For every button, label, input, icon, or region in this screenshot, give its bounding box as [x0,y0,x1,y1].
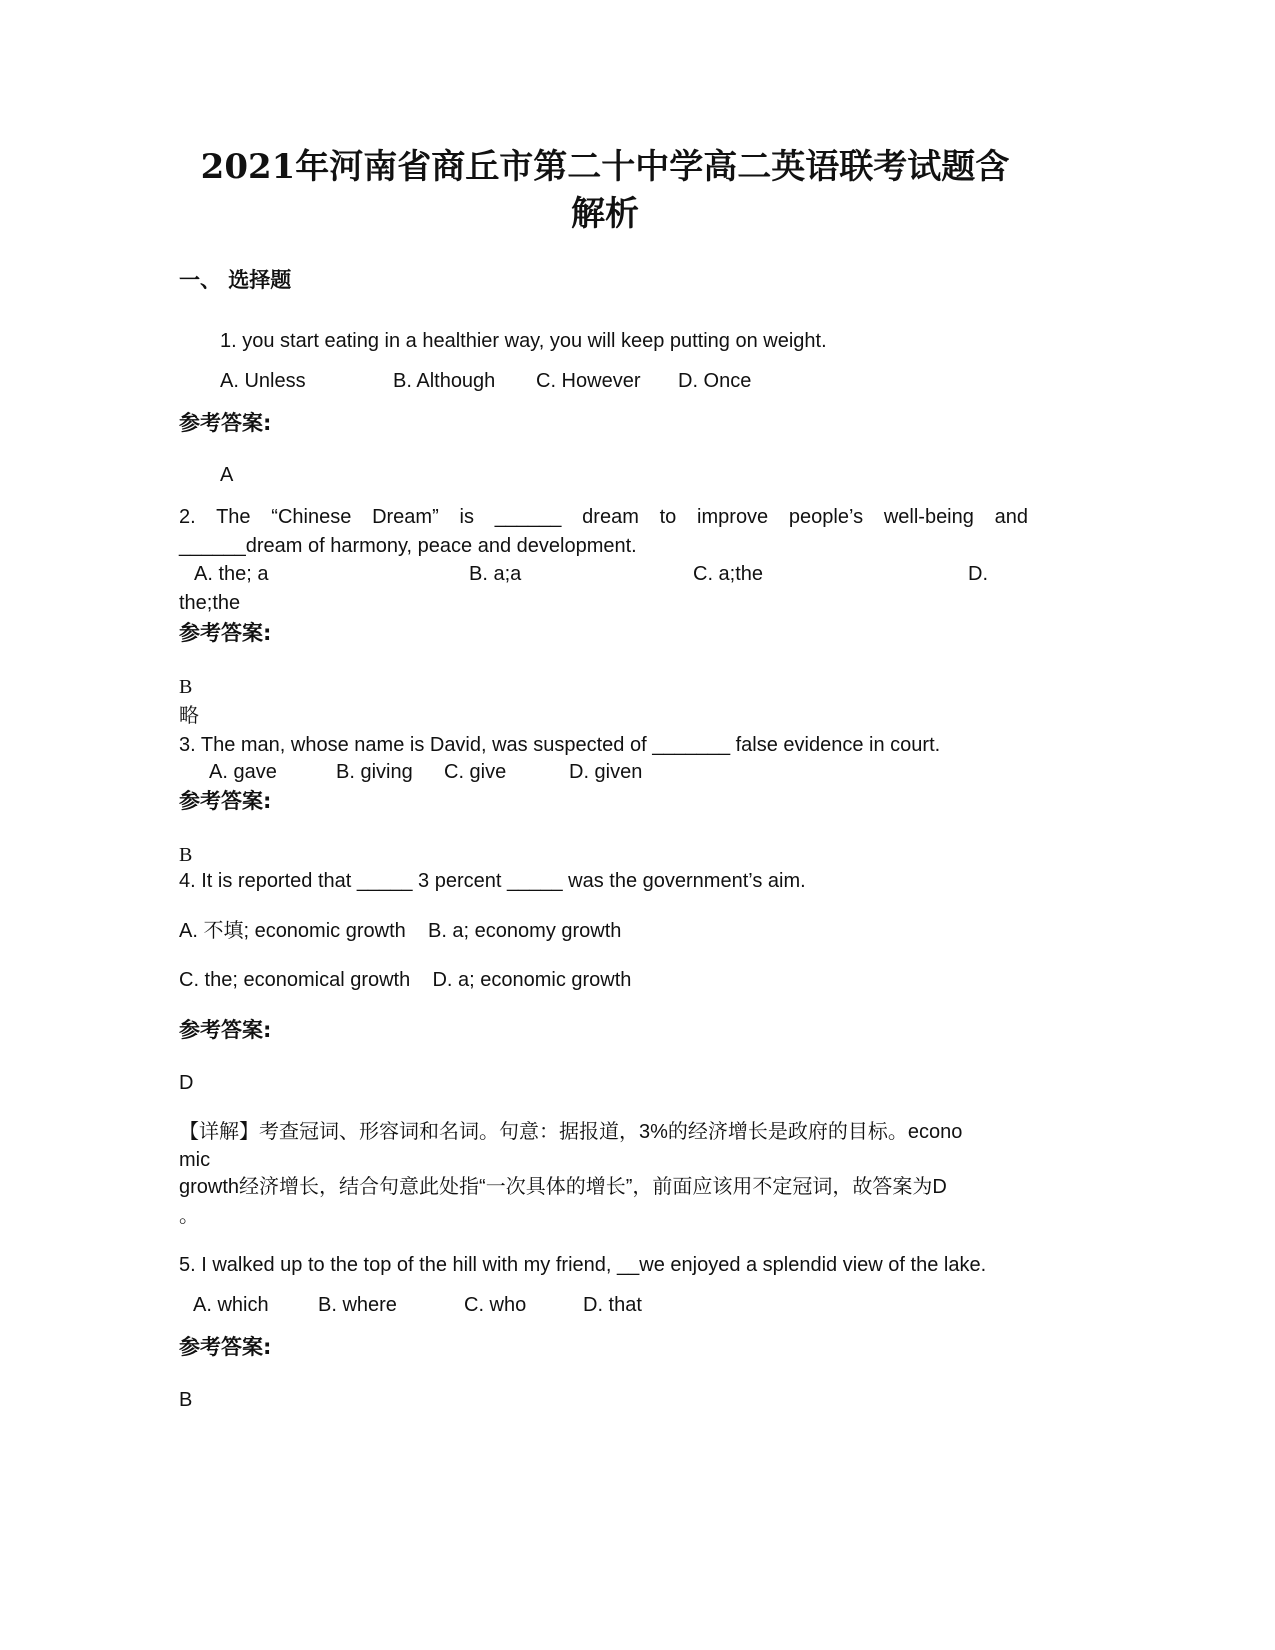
q1-option-b: B. Although [393,370,496,392]
answer-label: 参考答案: [179,1018,272,1042]
q3-option-d: D. given [569,761,643,783]
q2-option-c: C. a;the [693,563,764,585]
q2-answer: B [179,676,193,698]
q3-option-a: A. gave [209,761,277,783]
q4-explanation-line4: 。 [179,1205,199,1227]
q5-stem: 5. I walked up to the top of the hill with my friend, __we enjoyed a splendid view of the lake. [179,1254,987,1276]
answer-label: 参考答案: [179,1335,272,1359]
q2-stem-line1: 2. The “Chinese Dream” is ______ dream to improve people’s well-being and [179,506,1028,528]
q5-option-b: B. where [318,1294,397,1316]
q4-answer: D [179,1072,194,1094]
q4-explanation-line2: mic [179,1149,211,1171]
document-title: 2021年河南省商丘市第二十中学高二英语联考试题含 [200,147,1010,187]
q2-note: 略 [179,705,199,727]
q4-explanation-line3: growth经济增长，结合句意此处指“一次具体的增长”，前面应该用不定冠词，故答案为D [179,1176,947,1198]
section-heading: 一、 选择题 [179,268,292,292]
q1-option-c: C. However [536,370,641,392]
q2-option-b: B. a;a [469,563,522,585]
answer-label: 参考答案: [179,789,272,813]
q4-stem: 4. It is reported that _____ 3 percent _____ was the government’s aim. [179,870,806,892]
answer-label: 参考答案: [179,621,272,645]
q3-option-b: B. giving [336,761,413,783]
q4-explanation-line1: 【详解】考查冠词、形容词和名词。句意：据报道，3%的经济增长是政府的目标。econo [179,1121,963,1143]
q5-option-d: D. that [583,1294,642,1316]
q1-answer: A [220,464,234,486]
answer-label: 参考答案: [179,411,272,435]
q4-options-row1: A. 不填; economic growth B. a; economy growth [179,920,622,942]
q1-option-d: D. Once [678,370,752,392]
q5-answer: B [179,1389,193,1411]
q5-option-a: A. which [193,1294,269,1316]
document-title-line2: 解析 [571,194,639,234]
q2-option-a: A. the; a [194,563,269,585]
q3-stem: 3. The man, whose name is David, was suspected of _______ false evidence in court. [179,734,941,756]
q1-stem: 1. you start eating in a healthier way, you will keep putting on weight. [220,330,827,352]
q3-option-c: C. give [444,761,507,783]
q2-option-d: D. [968,563,988,585]
q3-answer: B [179,844,193,866]
q4-options-row2: C. the; economical growth D. a; economic growth [179,969,632,991]
q2-option-d-text: the;the [179,592,241,614]
q5-option-c: C. who [464,1294,527,1316]
q2-stem-line2: ______dream of harmony, peace and development. [179,535,637,557]
q1-option-a: A. Unless [220,370,306,392]
